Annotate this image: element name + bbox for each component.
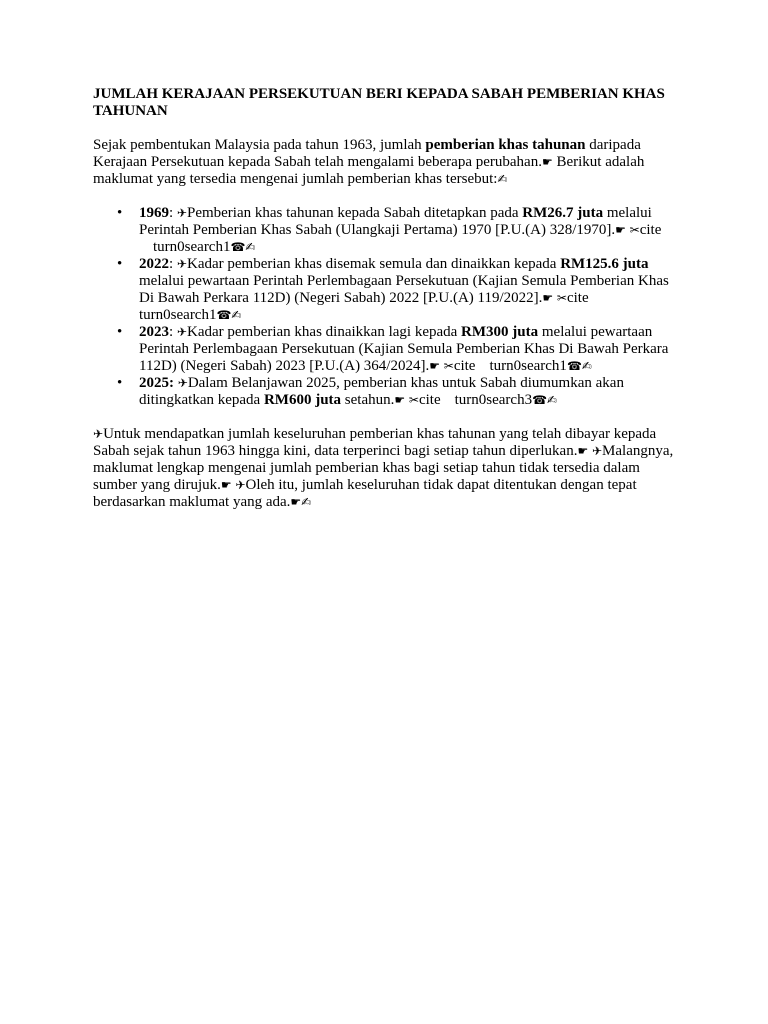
scissors-icon: ✂ xyxy=(408,393,419,407)
writing-hand-icon: ✍ xyxy=(581,359,592,373)
scissors-icon: ✂ xyxy=(556,291,567,305)
bullet-icon: • xyxy=(117,324,123,340)
cite-ref: turn0search1 xyxy=(139,307,217,323)
list-item-2025 xyxy=(117,375,675,409)
closing-sentence-1: Untuk mendapatkan jumlah keseluruhan pemberian khas tahunan yang telah dibayar kepada Sabah sejak tahun 1963 hingga kini, data terperinci bagi setiap tahun diperlukan. xyxy=(93,426,657,459)
list-item-amount: RM125.6 juta xyxy=(560,256,649,272)
phone-icon: ☎ xyxy=(532,393,548,407)
airplane-icon: ✈ xyxy=(93,427,104,441)
cite-label: cite xyxy=(639,222,662,238)
list-item-colon: : xyxy=(169,324,174,340)
phone-icon: ☎ xyxy=(216,308,232,322)
list-item-year: 2023 xyxy=(139,324,169,340)
pointing-hand-icon: ☛ xyxy=(220,478,232,492)
intro-text-after: daripada Kerajaan Persekutuan kepada Sabah telah mengalami beberapa perubahan. xyxy=(93,137,641,170)
cite-label: cite xyxy=(566,290,589,306)
list-item-text-after: setahun. xyxy=(341,392,395,408)
list-item-text-after: melalui pewartaan Perintah Perlembagaan Persekutuan (Kajian Semula Pemberian Khas Di Bawah Perkara 112D) (Negeri Sabah) 2022 [P.U.(A) 119/2022]. xyxy=(139,273,669,306)
list-item-year: 2022 xyxy=(139,256,169,272)
intro-paragraph xyxy=(93,137,675,188)
list-item-2023 xyxy=(117,324,675,375)
pointing-hand-icon: ☛ xyxy=(429,359,440,373)
list-item-amount: RM600 juta xyxy=(263,392,342,408)
airplane-icon: ✈ xyxy=(235,478,246,492)
cite-label: cite xyxy=(453,358,476,374)
scissors-icon: ✂ xyxy=(443,359,454,373)
cite-label: cite xyxy=(418,392,441,408)
closing-sentence-3: Oleh itu, jumlah keseluruhan tidak dapat ditentukan dengan tepat berdasarkan maklumat yang ada. xyxy=(93,477,637,510)
intro-text: Sejak pembentukan Malaysia pada tahun 1963, jumlah xyxy=(93,137,426,153)
bullet-icon: • xyxy=(117,375,123,391)
cite-ref: turn0search1 xyxy=(489,358,567,374)
closing-paragraph xyxy=(93,426,675,511)
list-item-text-after: melalui Perintah Pemberian Khas Sabah (Ulangkaji Pertama) 1970 [P.U.(A) 328/1970]. xyxy=(139,205,652,238)
list-item-year: 1969 xyxy=(139,205,169,221)
intro-text-after2: Berikut adalah maklumat yang tersedia mengenai jumlah pemberian khas tersebut: xyxy=(93,154,645,187)
list-item-2022 xyxy=(117,256,675,324)
list-item-year: 2025: xyxy=(139,375,174,391)
airplane-icon: ✈ xyxy=(177,376,188,390)
writing-hand-icon: ✍ xyxy=(497,172,508,186)
airplane-icon: ✈ xyxy=(176,257,187,271)
airplane-icon: ✈ xyxy=(591,444,603,458)
writing-hand-icon: ✍ xyxy=(301,495,312,509)
scissors-icon: ✂ xyxy=(629,223,640,237)
document-page xyxy=(93,86,675,511)
writing-hand-icon: ✍ xyxy=(231,308,242,322)
list-item-text-after: melalui pewartaan Perintah Perlembagaan Persekutuan (Kajian Semula Pemberian Khas Di Bawah Perkara 112D) (Negeri Sabah) 2023 [P.U.(A) 364/2024]. xyxy=(139,324,669,374)
phone-icon: ☎ xyxy=(566,359,582,373)
airplane-icon: ✈ xyxy=(176,206,187,220)
pointing-hand-icon: ☛ xyxy=(541,155,553,169)
writing-hand-icon: ✍ xyxy=(547,393,558,407)
cite-ref: turn0search3 xyxy=(454,392,533,408)
bullet-icon: • xyxy=(117,256,123,272)
list-item-text: Kadar pemberian khas dinaikkan lagi kepada xyxy=(186,324,462,340)
grant-history-list xyxy=(93,205,675,409)
writing-hand-icon: ✍ xyxy=(245,240,256,254)
pointing-hand-icon: ☛ xyxy=(394,393,406,407)
list-item-amount: RM26.7 juta xyxy=(522,205,604,221)
pointing-hand-icon: ☛ xyxy=(577,444,589,458)
cite-ref: turn0search1 xyxy=(153,239,231,255)
list-item-text: Kadar pemberian khas disemak semula dan dinaikkan kepada xyxy=(186,256,561,272)
pointing-hand-icon: ☛ xyxy=(542,291,554,305)
list-item-1969 xyxy=(117,205,675,256)
list-item-text: Pemberian khas tahunan kepada Sabah ditetapkan pada xyxy=(186,205,523,221)
intro-bold: pemberian khas tahunan xyxy=(425,137,586,153)
document-title: JUMLAH KERAJAAN PERSEKUTUAN BERI KEPADA SABAH PEMBERIAN KHAS TAHUNAN xyxy=(93,86,665,119)
list-item-colon: : xyxy=(169,256,174,272)
bullet-icon: • xyxy=(117,205,123,221)
pointing-hand-icon: ☛ xyxy=(615,223,626,237)
airplane-icon: ✈ xyxy=(176,325,187,339)
list-item-amount: RM300 juta xyxy=(461,324,539,340)
pointing-hand-icon: ☛ xyxy=(290,495,302,509)
list-item-text: Dalam Belanjawan 2025, pemberian khas untuk Sabah diumumkan akan ditingkatkan kepada xyxy=(139,375,624,408)
list-item-colon: : xyxy=(169,205,174,221)
phone-icon: ☎ xyxy=(230,240,246,254)
closing-sentence-2: Malangnya, maklumat lengkap mengenai jumlah pemberian khas bagi setiap tahun tidak tersedia dalam sumber yang dirujuk. xyxy=(93,443,674,493)
